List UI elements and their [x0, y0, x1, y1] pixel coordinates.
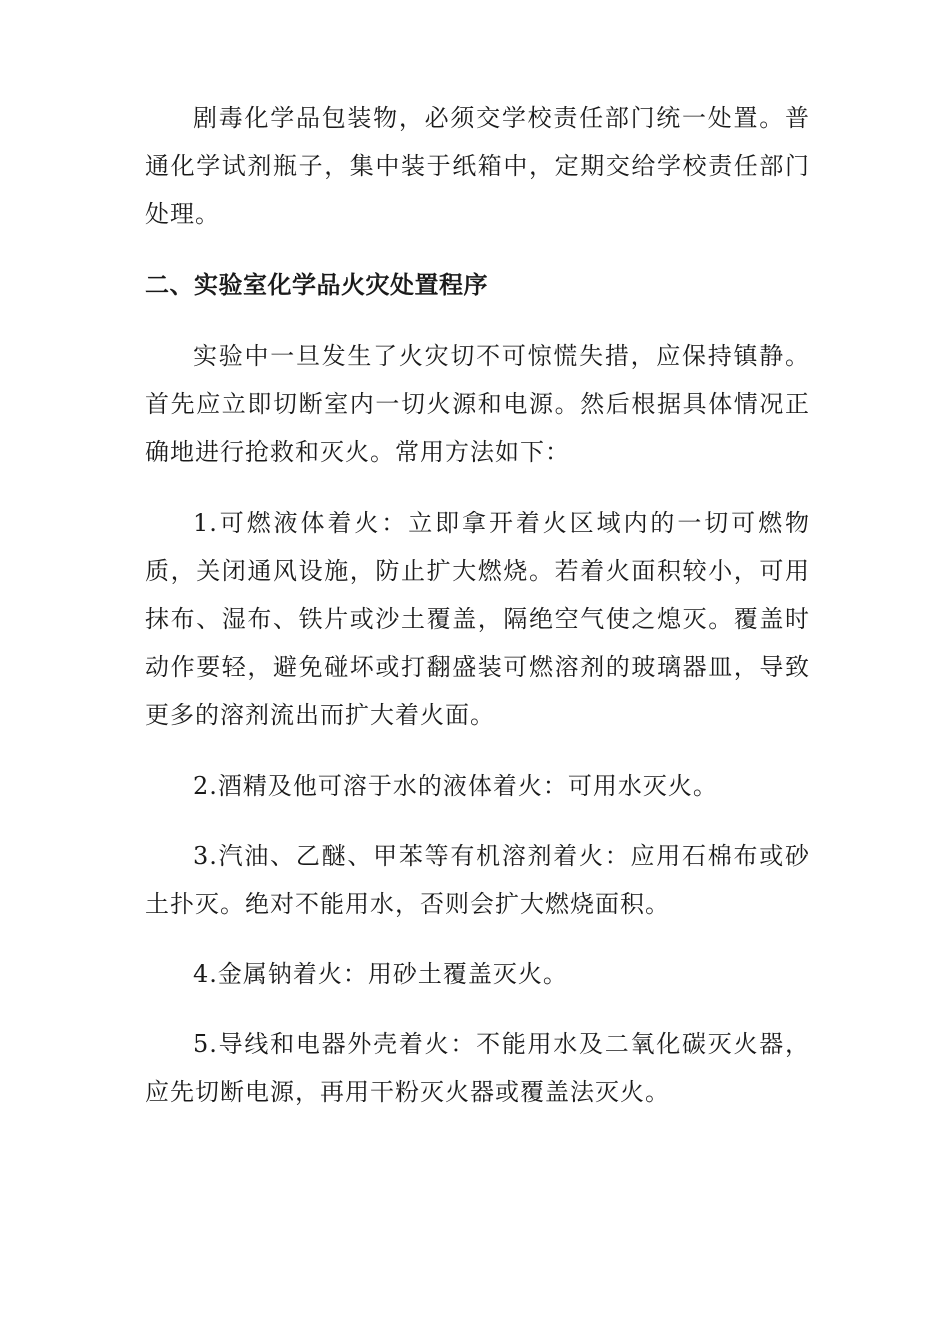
paragraph-fire-intro: 实验中一旦发生了火灾切不可惊慌失措，应保持镇静。首先应立即切断室内一切火源和电源。然后根据具体情况正确地进行抢救和灭火。常用方法如下： [145, 342, 810, 466]
list-item-alcohol: 2.酒精及他可溶于水的液体着火：可用水灭火。 [193, 772, 718, 800]
section-heading: 二、实验室化学品火灾处置程序 [145, 271, 488, 299]
list-item-flammable-liquid: 1.可燃液体着火：立即拿开着火区域内的一切可燃物质，关闭通风设施，防止扩大燃烧。若着火面积较小，可用抹布、湿布、铁片或沙土覆盖，隔绝空气使之熄灭。覆盖时动作要轻，避免碰坏或打翻盛装可燃溶剂的玻璃器皿，导致更多的溶剂流出而扩大着火面。 [145, 509, 810, 729]
paragraph-packaging-disposal: 剧毒化学品包装物，必须交学校责任部门统一处置。普通化学试剂瓶子，集中装于纸箱中，定期交给学校责任部门处理。 [145, 104, 810, 228]
document-body [145, 94, 810, 1116]
list-item-electrical: 5.导线和电器外壳着火：不能用水及二氧化碳灭火器，应先切断电源，再用干粉灭火器或覆盖法灭火。 [145, 1030, 810, 1106]
list-item-sodium: 4.金属钠着火：用砂土覆盖灭火。 [193, 960, 568, 988]
list-item-organic-solvent: 3.汽油、乙醚、甲苯等有机溶剂着火：应用石棉布或砂土扑灭。绝对不能用水，否则会扩大燃烧面积。 [145, 842, 810, 918]
